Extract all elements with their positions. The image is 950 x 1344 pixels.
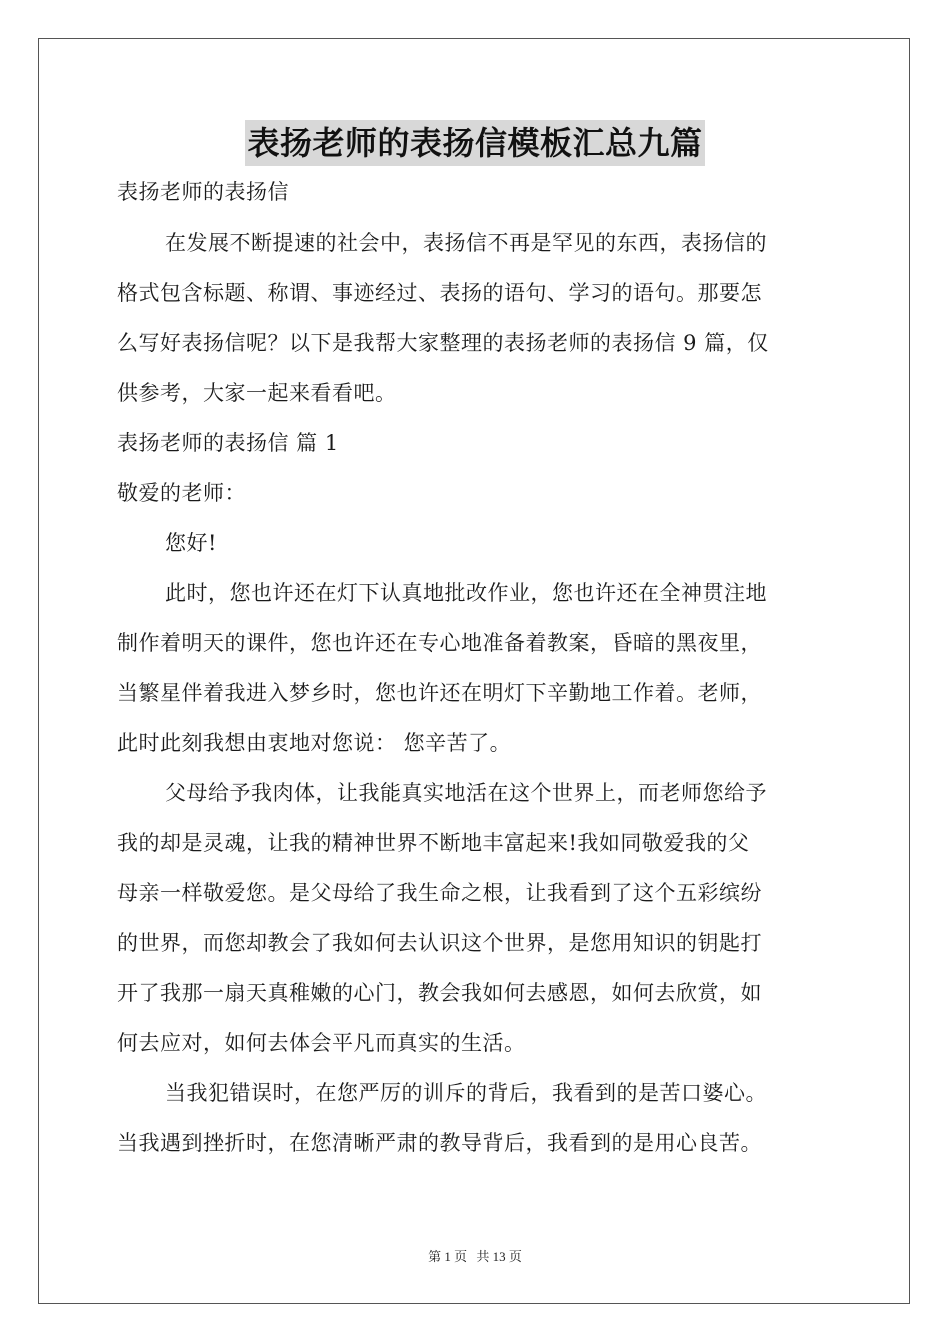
paragraph-line: 我的却是灵魂，让我的精神世界不断地丰富起来!我如同敬爱我的父	[117, 831, 750, 855]
section-heading: 表扬老师的表扬信 篇 1	[117, 431, 339, 455]
paragraph-line: 此时此刻我想由衷地对您说： 您辛苦了。	[117, 731, 512, 755]
document-body	[117, 120, 833, 1168]
document-title: 表扬老师的表扬信模板汇总九篇	[245, 120, 704, 166]
document-subtitle: 表扬老师的表扬信	[117, 180, 289, 204]
paragraph-line: 供参考，大家一起来看看吧。	[117, 381, 397, 405]
paragraph-line: 开了我那一扇天真稚嫩的心门，教会我如何去感恩，如何去欣赏，如	[117, 981, 762, 1005]
paragraph-line: 在发展不断提速的社会中，表扬信不再是罕见的东西，表扬信的	[165, 231, 767, 255]
paragraph-line: 当我犯错误时，在您严厉的训斥的背后，我看到的是苦口婆心。	[165, 1081, 767, 1105]
paragraph-line: 的世界，而您却教会了我如何去认识这个世界，是您用知识的钥匙打	[117, 931, 762, 955]
paragraph-line: 当我遇到挫折时，在您清晰严肃的教导背后，我看到的是用心良苦。	[117, 1131, 762, 1155]
page-footer	[0, 1246, 950, 1265]
greeting: 您好!	[165, 531, 217, 555]
paragraph-line: 何去应对，如何去体会平凡而真实的生活。	[117, 1031, 526, 1055]
paragraph-line: 父母给予我肉体，让我能真实地活在这个世界上，而老师您给予	[165, 781, 767, 805]
paragraph-line: 此时，您也许还在灯下认真地批改作业，您也许还在全神贯注地	[165, 581, 767, 605]
paragraph-line: 么写好表扬信呢？以下是我帮大家整理的表扬老师的表扬信 9 篇，仅	[117, 331, 769, 355]
title-wrap	[117, 120, 833, 166]
salutation: 敬爱的老师：	[117, 481, 246, 505]
intro-paragraph	[117, 218, 833, 418]
paragraph-line: 当繁星伴着我进入梦乡时，您也许还在明灯下辛勤地工作着。老师，	[117, 681, 762, 705]
page-number-current: 第 1 页	[428, 1249, 468, 1264]
body-paragraph-3	[117, 1068, 833, 1168]
page-number-total: 共 13 页	[476, 1249, 522, 1264]
paragraph-line: 制作着明天的课件，您也许还在专心地准备着教案，昏暗的黑夜里，	[117, 631, 762, 655]
paragraph-line: 格式包含标题、称谓、事迹经过、表扬的语句、学习的语句。那要怎	[117, 281, 762, 305]
body-paragraph-1	[117, 568, 833, 768]
body-paragraph-2	[117, 768, 833, 1068]
paragraph-line: 母亲一样敬爱您。是父母给了我生命之根，让我看到了这个五彩缤纷	[117, 881, 762, 905]
greeting-paragraph	[117, 518, 833, 568]
